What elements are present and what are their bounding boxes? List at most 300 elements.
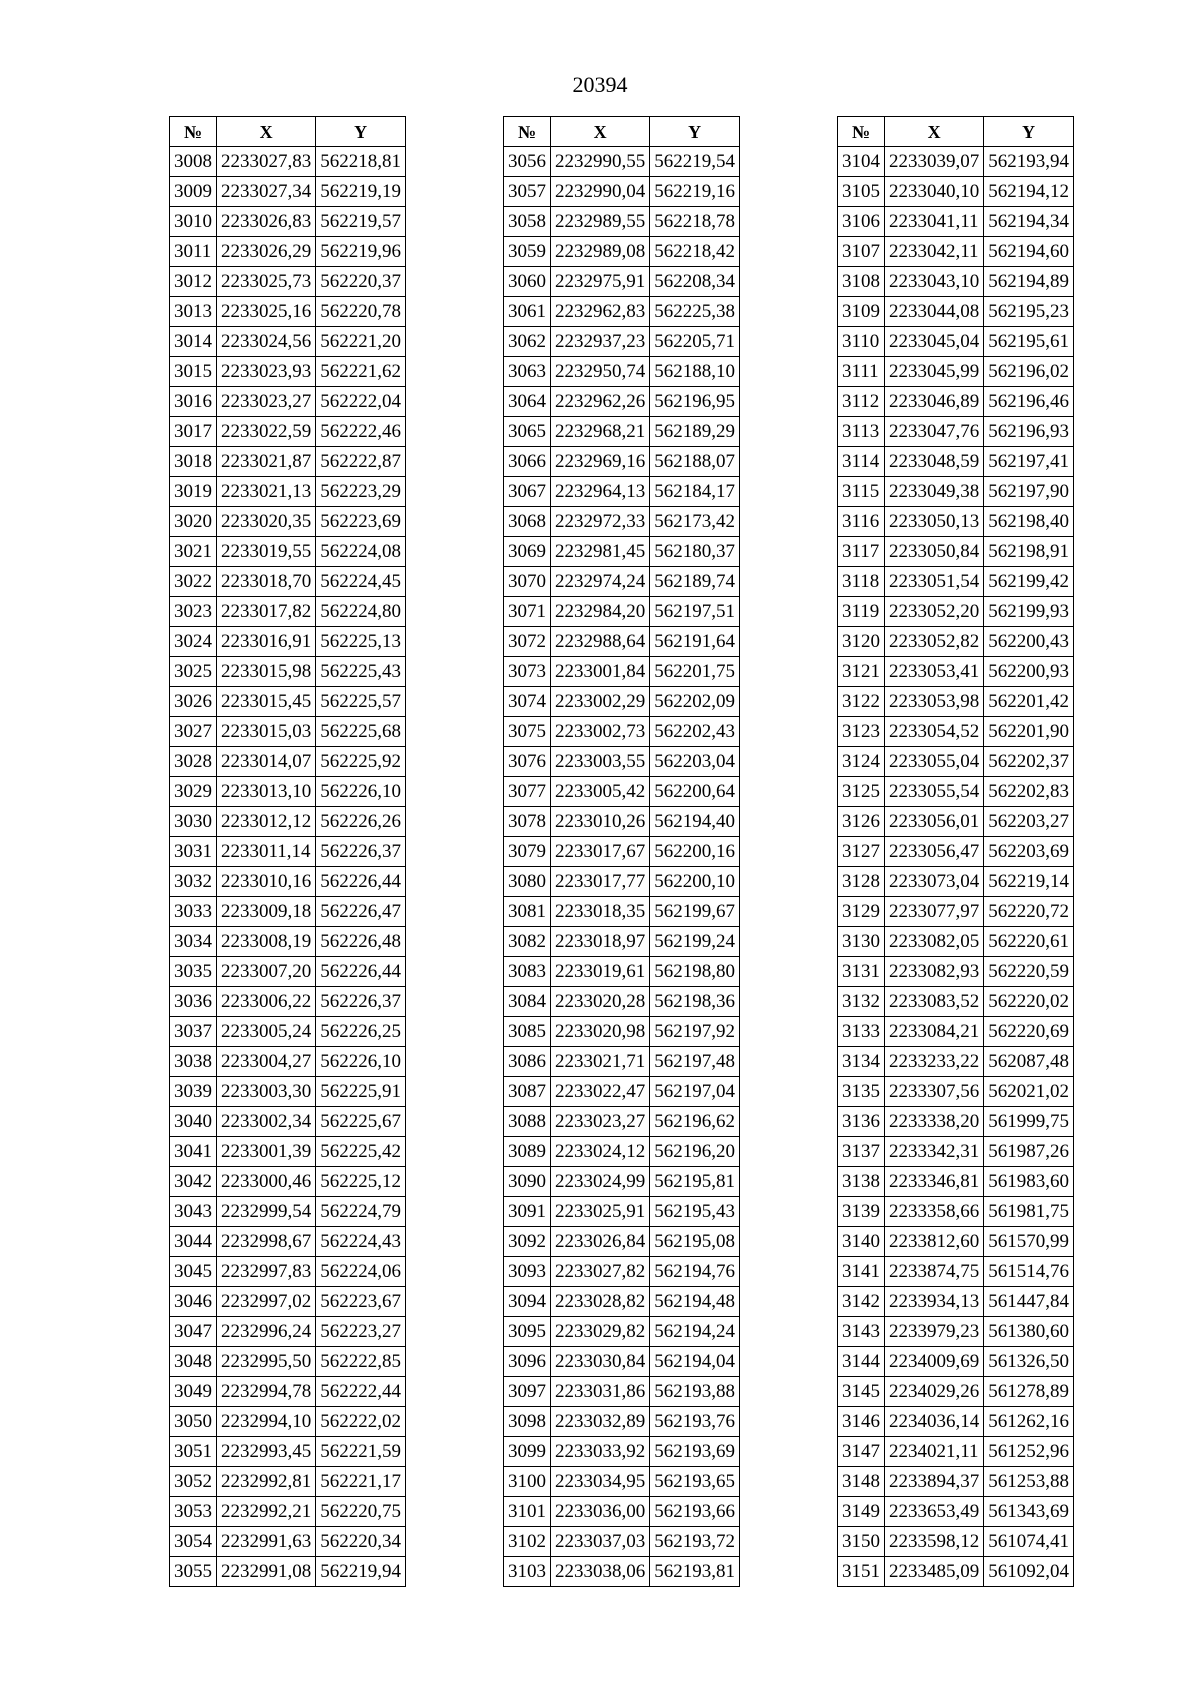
cell-number: 3036 xyxy=(170,987,217,1017)
cell-number: 3061 xyxy=(504,297,551,327)
cell-y: 562219,94 xyxy=(316,1557,406,1587)
cell-number: 3070 xyxy=(504,567,551,597)
cell-number: 3115 xyxy=(838,477,885,507)
table-row xyxy=(838,1407,1074,1437)
table-row xyxy=(838,1287,1074,1317)
table-row xyxy=(504,267,740,297)
table-row xyxy=(838,1107,1074,1137)
table-row xyxy=(504,237,740,267)
cell-x: 2233041,11 xyxy=(885,207,984,237)
cell-y: 562194,48 xyxy=(650,1287,740,1317)
cell-number: 3146 xyxy=(838,1407,885,1437)
cell-y: 562220,69 xyxy=(984,1017,1074,1047)
cell-x: 2232993,45 xyxy=(217,1437,316,1467)
cell-number: 3027 xyxy=(170,717,217,747)
column-header-y: Y xyxy=(316,117,406,147)
cell-y: 562219,14 xyxy=(984,867,1074,897)
table-row xyxy=(170,597,406,627)
table-row xyxy=(170,507,406,537)
table-row xyxy=(838,327,1074,357)
cell-x: 2233022,47 xyxy=(551,1077,650,1107)
cell-y: 562194,76 xyxy=(650,1257,740,1287)
cell-x: 2233027,34 xyxy=(217,177,316,207)
table-row xyxy=(504,747,740,777)
cell-number: 3089 xyxy=(504,1137,551,1167)
cell-y: 562200,93 xyxy=(984,657,1074,687)
table-row xyxy=(504,1047,740,1077)
table-row xyxy=(170,837,406,867)
table-row xyxy=(504,507,740,537)
cell-number: 3092 xyxy=(504,1227,551,1257)
cell-x: 2233053,41 xyxy=(885,657,984,687)
cell-x: 2233002,73 xyxy=(551,717,650,747)
table-row xyxy=(838,507,1074,537)
table-row xyxy=(838,1347,1074,1377)
table-row xyxy=(170,747,406,777)
table-row xyxy=(170,447,406,477)
table-header-row xyxy=(504,117,740,147)
table-row xyxy=(170,1557,406,1587)
table-row xyxy=(170,297,406,327)
cell-number: 3015 xyxy=(170,357,217,387)
cell-number: 3033 xyxy=(170,897,217,927)
cell-y: 562225,91 xyxy=(316,1077,406,1107)
cell-number: 3075 xyxy=(504,717,551,747)
cell-number: 3143 xyxy=(838,1317,885,1347)
cell-y: 562205,71 xyxy=(650,327,740,357)
table-row xyxy=(504,1407,740,1437)
cell-y: 562225,43 xyxy=(316,657,406,687)
cell-number: 3100 xyxy=(504,1467,551,1497)
table-row xyxy=(838,1197,1074,1227)
cell-number: 3116 xyxy=(838,507,885,537)
cell-x: 2233073,04 xyxy=(885,867,984,897)
cell-y: 562173,42 xyxy=(650,507,740,537)
cell-number: 3144 xyxy=(838,1347,885,1377)
table-row xyxy=(838,147,1074,177)
cell-x: 2233018,35 xyxy=(551,897,650,927)
cell-x: 2233346,81 xyxy=(885,1167,984,1197)
cell-x: 2233013,10 xyxy=(217,777,316,807)
table-row xyxy=(504,1287,740,1317)
cell-x: 2232997,02 xyxy=(217,1287,316,1317)
cell-y: 562222,44 xyxy=(316,1377,406,1407)
cell-x: 2233043,10 xyxy=(885,267,984,297)
cell-x: 2232996,24 xyxy=(217,1317,316,1347)
cell-y: 562226,37 xyxy=(316,987,406,1017)
cell-number: 3094 xyxy=(504,1287,551,1317)
cell-x: 2232981,45 xyxy=(551,537,650,567)
table-row xyxy=(170,1347,406,1377)
cell-x: 2233027,82 xyxy=(551,1257,650,1287)
cell-number: 3109 xyxy=(838,297,885,327)
cell-x: 2233023,93 xyxy=(217,357,316,387)
cell-y: 562223,27 xyxy=(316,1317,406,1347)
table-row xyxy=(170,897,406,927)
cell-x: 2232968,21 xyxy=(551,417,650,447)
coordinate-table-3 xyxy=(837,116,1074,1587)
cell-x: 2233056,47 xyxy=(885,837,984,867)
cell-y: 562194,40 xyxy=(650,807,740,837)
cell-y: 562194,89 xyxy=(984,267,1074,297)
cell-number: 3024 xyxy=(170,627,217,657)
cell-y: 562225,57 xyxy=(316,687,406,717)
cell-y: 562196,93 xyxy=(984,417,1074,447)
cell-x: 2233044,08 xyxy=(885,297,984,327)
table-row xyxy=(838,657,1074,687)
cell-number: 3140 xyxy=(838,1227,885,1257)
table-row xyxy=(838,1047,1074,1077)
table-row xyxy=(838,417,1074,447)
column-header-x: X xyxy=(885,117,984,147)
cell-x: 2233003,30 xyxy=(217,1077,316,1107)
table-row xyxy=(170,1317,406,1347)
cell-y: 562225,38 xyxy=(650,297,740,327)
cell-x: 2232988,64 xyxy=(551,627,650,657)
cell-y: 562202,43 xyxy=(650,717,740,747)
cell-y: 561092,04 xyxy=(984,1557,1074,1587)
cell-number: 3014 xyxy=(170,327,217,357)
cell-y: 562219,19 xyxy=(316,177,406,207)
cell-y: 562226,44 xyxy=(316,867,406,897)
cell-x: 2233307,56 xyxy=(885,1077,984,1107)
table-row xyxy=(170,327,406,357)
table-row xyxy=(504,717,740,747)
table-row xyxy=(170,237,406,267)
table-row xyxy=(170,357,406,387)
cell-y: 562196,20 xyxy=(650,1137,740,1167)
coordinate-table-1 xyxy=(169,116,406,1587)
cell-number: 3086 xyxy=(504,1047,551,1077)
cell-x: 2233012,12 xyxy=(217,807,316,837)
cell-y: 562194,04 xyxy=(650,1347,740,1377)
table-row xyxy=(504,177,740,207)
cell-number: 3131 xyxy=(838,957,885,987)
table-row xyxy=(838,687,1074,717)
cell-number: 3123 xyxy=(838,717,885,747)
table-row xyxy=(170,567,406,597)
cell-number: 3023 xyxy=(170,597,217,627)
cell-x: 2233485,09 xyxy=(885,1557,984,1587)
table-row xyxy=(838,1377,1074,1407)
cell-x: 2232994,78 xyxy=(217,1377,316,1407)
cell-number: 3038 xyxy=(170,1047,217,1077)
cell-x: 2233014,07 xyxy=(217,747,316,777)
cell-x: 2233010,16 xyxy=(217,867,316,897)
cell-number: 3093 xyxy=(504,1257,551,1287)
cell-y: 562225,68 xyxy=(316,717,406,747)
table-row xyxy=(504,1557,740,1587)
cell-y: 562200,16 xyxy=(650,837,740,867)
cell-x: 2233006,22 xyxy=(217,987,316,1017)
cell-y: 562202,09 xyxy=(650,687,740,717)
column-header-number: № xyxy=(838,117,885,147)
cell-number: 3041 xyxy=(170,1137,217,1167)
cell-x: 2233015,45 xyxy=(217,687,316,717)
cell-number: 3035 xyxy=(170,957,217,987)
cell-x: 2232962,26 xyxy=(551,387,650,417)
table-row xyxy=(170,1287,406,1317)
cell-number: 3012 xyxy=(170,267,217,297)
cell-number: 3106 xyxy=(838,207,885,237)
cell-x: 2233009,18 xyxy=(217,897,316,927)
cell-y: 562225,42 xyxy=(316,1137,406,1167)
cell-x: 2233052,82 xyxy=(885,627,984,657)
table-row xyxy=(838,987,1074,1017)
cell-x: 2232992,21 xyxy=(217,1497,316,1527)
cell-y: 562221,59 xyxy=(316,1437,406,1467)
cell-number: 3137 xyxy=(838,1137,885,1167)
cell-y: 562087,48 xyxy=(984,1047,1074,1077)
cell-number: 3088 xyxy=(504,1107,551,1137)
table-row xyxy=(504,1497,740,1527)
cell-y: 562195,43 xyxy=(650,1197,740,1227)
cell-y: 562222,46 xyxy=(316,417,406,447)
cell-y: 562220,02 xyxy=(984,987,1074,1017)
table-row xyxy=(504,1167,740,1197)
cell-x: 2233017,67 xyxy=(551,837,650,867)
cell-y: 562197,92 xyxy=(650,1017,740,1047)
cell-y: 562225,13 xyxy=(316,627,406,657)
cell-y: 562225,92 xyxy=(316,747,406,777)
cell-y: 562197,90 xyxy=(984,477,1074,507)
cell-x: 2233084,21 xyxy=(885,1017,984,1047)
cell-number: 3057 xyxy=(504,177,551,207)
cell-x: 2233054,52 xyxy=(885,717,984,747)
cell-x: 2232972,33 xyxy=(551,507,650,537)
cell-y: 562203,27 xyxy=(984,807,1074,837)
cell-y: 561447,84 xyxy=(984,1287,1074,1317)
cell-y: 562197,41 xyxy=(984,447,1074,477)
cell-number: 3136 xyxy=(838,1107,885,1137)
cell-x: 2232991,63 xyxy=(217,1527,316,1557)
cell-y: 562195,81 xyxy=(650,1167,740,1197)
table-row xyxy=(170,627,406,657)
cell-y: 562220,72 xyxy=(984,897,1074,927)
cell-y: 561514,76 xyxy=(984,1257,1074,1287)
cell-x: 2233020,98 xyxy=(551,1017,650,1047)
cell-number: 3101 xyxy=(504,1497,551,1527)
cell-y: 562189,29 xyxy=(650,417,740,447)
cell-number: 3046 xyxy=(170,1287,217,1317)
cell-x: 2233042,11 xyxy=(885,237,984,267)
cell-y: 562225,12 xyxy=(316,1167,406,1197)
cell-number: 3073 xyxy=(504,657,551,687)
cell-number: 3151 xyxy=(838,1557,885,1587)
cell-number: 3020 xyxy=(170,507,217,537)
cell-number: 3148 xyxy=(838,1467,885,1497)
cell-x: 2233077,97 xyxy=(885,897,984,927)
cell-number: 3077 xyxy=(504,777,551,807)
cell-x: 2233005,42 xyxy=(551,777,650,807)
cell-number: 3067 xyxy=(504,477,551,507)
cell-x: 2233050,13 xyxy=(885,507,984,537)
cell-x: 2234021,11 xyxy=(885,1437,984,1467)
cell-number: 3107 xyxy=(838,237,885,267)
cell-x: 2233000,46 xyxy=(217,1167,316,1197)
cell-number: 3149 xyxy=(838,1497,885,1527)
cell-y: 562223,29 xyxy=(316,477,406,507)
table-row xyxy=(838,717,1074,747)
cell-number: 3103 xyxy=(504,1557,551,1587)
table-row xyxy=(504,477,740,507)
cell-x: 2232989,08 xyxy=(551,237,650,267)
column-header-x: X xyxy=(217,117,316,147)
cell-number: 3017 xyxy=(170,417,217,447)
table-row xyxy=(504,897,740,927)
cell-x: 2233033,92 xyxy=(551,1437,650,1467)
table-row xyxy=(170,1437,406,1467)
cell-number: 3034 xyxy=(170,927,217,957)
cell-number: 3104 xyxy=(838,147,885,177)
table-row xyxy=(838,387,1074,417)
cell-x: 2233024,56 xyxy=(217,327,316,357)
cell-x: 2233048,59 xyxy=(885,447,984,477)
cell-number: 3032 xyxy=(170,867,217,897)
cell-y: 561983,60 xyxy=(984,1167,1074,1197)
cell-number: 3099 xyxy=(504,1437,551,1467)
table-row xyxy=(170,687,406,717)
cell-x: 2233874,75 xyxy=(885,1257,984,1287)
cell-number: 3098 xyxy=(504,1407,551,1437)
cell-x: 2233030,84 xyxy=(551,1347,650,1377)
cell-x: 2232969,16 xyxy=(551,447,650,477)
cell-number: 3111 xyxy=(838,357,885,387)
table-row xyxy=(838,1257,1074,1287)
cell-x: 2233019,55 xyxy=(217,537,316,567)
cell-number: 3126 xyxy=(838,807,885,837)
cell-x: 2233019,61 xyxy=(551,957,650,987)
cell-y: 561343,69 xyxy=(984,1497,1074,1527)
cell-y: 562220,75 xyxy=(316,1497,406,1527)
table-row xyxy=(170,1257,406,1287)
table-row xyxy=(170,1497,406,1527)
cell-y: 562191,64 xyxy=(650,627,740,657)
cell-x: 2233653,49 xyxy=(885,1497,984,1527)
cell-number: 3050 xyxy=(170,1407,217,1437)
cell-number: 3132 xyxy=(838,987,885,1017)
cell-number: 3039 xyxy=(170,1077,217,1107)
cell-number: 3016 xyxy=(170,387,217,417)
cell-number: 3056 xyxy=(504,147,551,177)
cell-number: 3147 xyxy=(838,1437,885,1467)
cell-y: 562203,04 xyxy=(650,747,740,777)
cell-x: 2233233,22 xyxy=(885,1047,984,1077)
table-row xyxy=(170,267,406,297)
table-header-row xyxy=(838,117,1074,147)
cell-number: 3087 xyxy=(504,1077,551,1107)
cell-number: 3026 xyxy=(170,687,217,717)
cell-y: 561262,16 xyxy=(984,1407,1074,1437)
cell-y: 562203,69 xyxy=(984,837,1074,867)
cell-y: 562194,60 xyxy=(984,237,1074,267)
cell-y: 562193,66 xyxy=(650,1497,740,1527)
cell-x: 2233082,05 xyxy=(885,927,984,957)
cell-y: 562196,46 xyxy=(984,387,1074,417)
table-row xyxy=(504,297,740,327)
table-row xyxy=(504,867,740,897)
cell-number: 3118 xyxy=(838,567,885,597)
cell-x: 2232962,83 xyxy=(551,297,650,327)
cell-number: 3110 xyxy=(838,327,885,357)
cell-number: 3051 xyxy=(170,1437,217,1467)
cell-number: 3121 xyxy=(838,657,885,687)
cell-number: 3043 xyxy=(170,1197,217,1227)
table-row xyxy=(504,957,740,987)
cell-number: 3040 xyxy=(170,1107,217,1137)
cell-number: 3130 xyxy=(838,927,885,957)
table-row xyxy=(838,477,1074,507)
cell-x: 2233038,06 xyxy=(551,1557,650,1587)
cell-number: 3139 xyxy=(838,1197,885,1227)
cell-number: 3090 xyxy=(504,1167,551,1197)
cell-y: 562193,94 xyxy=(984,147,1074,177)
column-header-y: Y xyxy=(984,117,1074,147)
cell-x: 2233005,24 xyxy=(217,1017,316,1047)
cell-y: 562208,34 xyxy=(650,267,740,297)
table-row xyxy=(838,897,1074,927)
coordinate-table-2 xyxy=(503,116,740,1587)
table-row xyxy=(170,957,406,987)
cell-number: 3047 xyxy=(170,1317,217,1347)
cell-x: 2232995,50 xyxy=(217,1347,316,1377)
table-row xyxy=(838,747,1074,777)
cell-x: 2232974,24 xyxy=(551,567,650,597)
cell-number: 3045 xyxy=(170,1257,217,1287)
cell-x: 2233023,27 xyxy=(217,387,316,417)
cell-y: 562199,93 xyxy=(984,597,1074,627)
cell-y: 561981,75 xyxy=(984,1197,1074,1227)
cell-x: 2233039,07 xyxy=(885,147,984,177)
cell-y: 562200,64 xyxy=(650,777,740,807)
table-row xyxy=(170,207,406,237)
table-row xyxy=(504,207,740,237)
cell-y: 561380,60 xyxy=(984,1317,1074,1347)
cell-x: 2232950,74 xyxy=(551,357,650,387)
cell-number: 3074 xyxy=(504,687,551,717)
cell-number: 3138 xyxy=(838,1167,885,1197)
cell-y: 562220,61 xyxy=(984,927,1074,957)
cell-x: 2232975,91 xyxy=(551,267,650,297)
cell-y: 562184,17 xyxy=(650,477,740,507)
cell-number: 3082 xyxy=(504,927,551,957)
cell-x: 2233979,23 xyxy=(885,1317,984,1347)
cell-x: 2232992,81 xyxy=(217,1467,316,1497)
cell-number: 3048 xyxy=(170,1347,217,1377)
cell-y: 562225,67 xyxy=(316,1107,406,1137)
cell-y: 562194,24 xyxy=(650,1317,740,1347)
cell-y: 562219,16 xyxy=(650,177,740,207)
cell-number: 3122 xyxy=(838,687,885,717)
table-row xyxy=(170,777,406,807)
table-row xyxy=(504,927,740,957)
cell-x: 2234009,69 xyxy=(885,1347,984,1377)
cell-y: 562220,59 xyxy=(984,957,1074,987)
cell-x: 2233018,97 xyxy=(551,927,650,957)
cell-x: 2233036,00 xyxy=(551,1497,650,1527)
cell-y: 562197,04 xyxy=(650,1077,740,1107)
cell-number: 3127 xyxy=(838,837,885,867)
cell-number: 3108 xyxy=(838,267,885,297)
table-row xyxy=(838,1527,1074,1557)
cell-y: 562226,10 xyxy=(316,777,406,807)
cell-number: 3009 xyxy=(170,177,217,207)
cell-number: 3054 xyxy=(170,1527,217,1557)
table-row xyxy=(170,387,406,417)
cell-number: 3080 xyxy=(504,867,551,897)
cell-number: 3081 xyxy=(504,897,551,927)
cell-x: 2233004,27 xyxy=(217,1047,316,1077)
